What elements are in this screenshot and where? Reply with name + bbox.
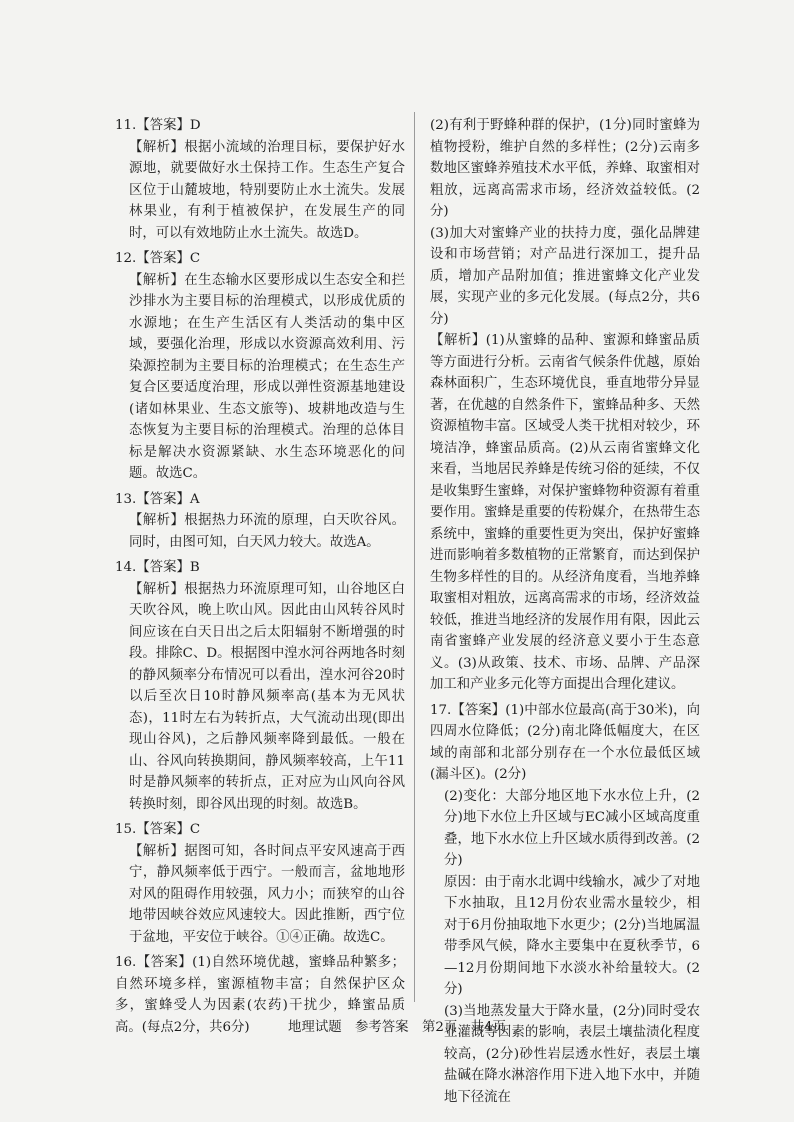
question-11 — [115, 115, 405, 244]
page-footer: 地理试题 参考答案 第2页 共4页 — [288, 1020, 506, 1035]
left-column — [115, 115, 405, 1042]
question-15 — [115, 819, 405, 948]
question-number: 14. — [115, 560, 137, 575]
question-number: 16. — [115, 955, 137, 970]
answer-line: 【答案】C — [136, 822, 201, 837]
answer-paragraph: (2)变化：大部分地区地下水水位上升，(2分)地下水位上升区域与EC减小区域高度重叠，地下水水位上升区域水质得到改善。(2分) — [444, 788, 700, 868]
question-number: 11. — [115, 118, 137, 133]
analysis-text: 【解析】据图可知，各时间点平安风速高于西宁，静风频率低于西宁。一般而言，盆地地形对风的阻碍作用较强，风力小；而狭窄的山谷地带因峡谷效应风速较大。因此推断，西宁位于盆地，平安位于峡谷。①④正确。故选C。 — [129, 843, 405, 945]
question-13 — [115, 489, 405, 554]
answer-line: 【答案】D — [136, 118, 201, 133]
column-divider — [414, 112, 415, 1002]
question-number: 13. — [115, 491, 137, 507]
analysis-text: 【解析】根据热力环流的原理，白天吹谷风。同时，由图可知，白天风力较大。故选A。 — [129, 513, 405, 550]
question-14 — [115, 557, 405, 815]
answer-line: 【答案】(1)自然环境优越，蜜蜂品种繁多；自然环境多样，蜜源植物丰富；自然保护区众多，蜜蜂受人为因素(农药)干扰少，蜂蜜品质高。(每点2分，共6分) — [115, 955, 405, 1035]
right-column — [430, 115, 700, 1112]
question-number: 12. — [115, 251, 137, 266]
analysis-text: 【解析】在生态输水区要形成以生态安全和拦沙排水为主要目标的治理模式，以形成优质的水源地；在生产生活区有人类活动的集中区域，要强化治理，形成以水资源高效利用、污染源控制为主要目标的治理模式；在生态生产复合区要适度治理，形成以弹性资源基地建设(诸如林果业、生态文旅等)、坡耕地改造与生态恢复为主要目标的治理模式。治理的总体目标是解决水资源紧缺、水生态环境恶化的问题。故选C。 — [129, 272, 405, 481]
analysis-text: 【解析】根据热力环流原理可知，山谷地区白天吹谷风，晚上吹山风。因此由山风转谷风时间应该在白天日出之后太阳辐射不断增强的时段。排除C、D。根据图中湟水河谷两地各时刻的静风频率分布情况可以看出，湟水河谷20时以后至次日10时静风频率高(基本为无风状态)，11时左右为转折点，大气流动出现(即出现山谷风)，之后静风频率降到最低。一般在山、谷风向转换期间，静风频率较高，上午11时是静风频率的转折点，正对应为山风向谷风转换时刻，即谷风出现的时刻。故选B。 — [129, 581, 405, 812]
answer-line: 【答案】A — [136, 491, 200, 507]
answer-line: 【答案】B — [136, 560, 200, 575]
question-number: 15. — [115, 822, 137, 837]
answer-line: 【答案】(1)中部水位最高(高于30米)，向四周水位降低；(2分)南北降低幅度大，在区域的南部和北部分别存在一个水位最低区域(漏斗区)。(2分) — [430, 702, 700, 782]
answer-paragraph: (3)当地蒸发量大于降水量，(2分)同时受农业灌溉等因素的影响，表层土壤盐渍化程度较高，(2分)砂性岩层透水性好，表层土壤盐碱在降水淋溶作用下进入地下水中，并随地下径流在 — [444, 1003, 700, 1105]
question-16-continued — [430, 115, 700, 696]
analysis-text: 【解析】根据小流域的治理目标，要保护好水源地，就要做好水土保持工作。生态生产复合区位于山麓坡地，特别要防止水土流失。发展林果业，有利于植被保护，在发展生产的同时，可以有效地防止水土流失。故选D。 — [129, 139, 405, 241]
answer-paragraph: 原因：由于南水北调中线输水，减少了对地下水抽取，且12月份农业需水量较少，相对于6月份抽取地下水更少；(2分)当地属温带季风气候，降水主要集中在夏秋季节，6—12月份期间地下水淡水补给量较大。(2分) — [444, 874, 700, 997]
question-17 — [430, 700, 700, 1109]
question-12 — [115, 248, 405, 485]
answer-line: 【答案】C — [136, 251, 201, 266]
question-number: 17. — [430, 702, 452, 718]
analysis-text: 【解析】(1)从蜜蜂的品种、蜜源和蜂蜜品质等方面进行分析。云南省气候条件优越，原始森林面积广，生态环境优良，垂直地带分异显著，在优越的自然条件下，蜜蜂品种多、天然资源植物丰富。区域受人类干扰相对较少，环境洁净，蜂蜜品质高。(2)从云南省蜜蜂文化来看，当地居民养蜂是传统习俗的延续，不仅是收集野生蜜蜂，对保护蜜蜂物种资源有着重要作用。蜜蜂是重要的传粉媒介，在热带生态系统中，蜜蜂的重要性更为突出，保护好蜜蜂进而影响着多数植物的正常繁育，而达到保护生物多样性的目的。从经济角度看，当地养蜂取蜜相对粗放，远离高需求的市场，经济效益较低，推进当地经济的发展作用有限，因此云南省蜜蜂产业发展的经济意义要小于生态意义。(3)从政策、技术、市场、品牌、产品深加工和产业多元化等方面提出合理化建议。 — [430, 333, 700, 692]
answer-paragraph: (3)加大对蜜蜂产业的扶持力度，强化品牌建设和市场营销；对产品进行深加工，提升品质，增加产品附加值；推进蜜蜂文化产业发展，实现产业的多元化发展。(每点2分，共6分) — [430, 225, 700, 327]
answer-paragraph: (2)有利于野蜂种群的保护，(1分)同时蜜蜂为植物授粉，维护自然的多样性；(2分)云南多数地区蜜蜂养殖技术水平低，养蜂、取蜜相对粗放，远离高需求市场，经济效益较低。(2分) — [430, 118, 700, 219]
